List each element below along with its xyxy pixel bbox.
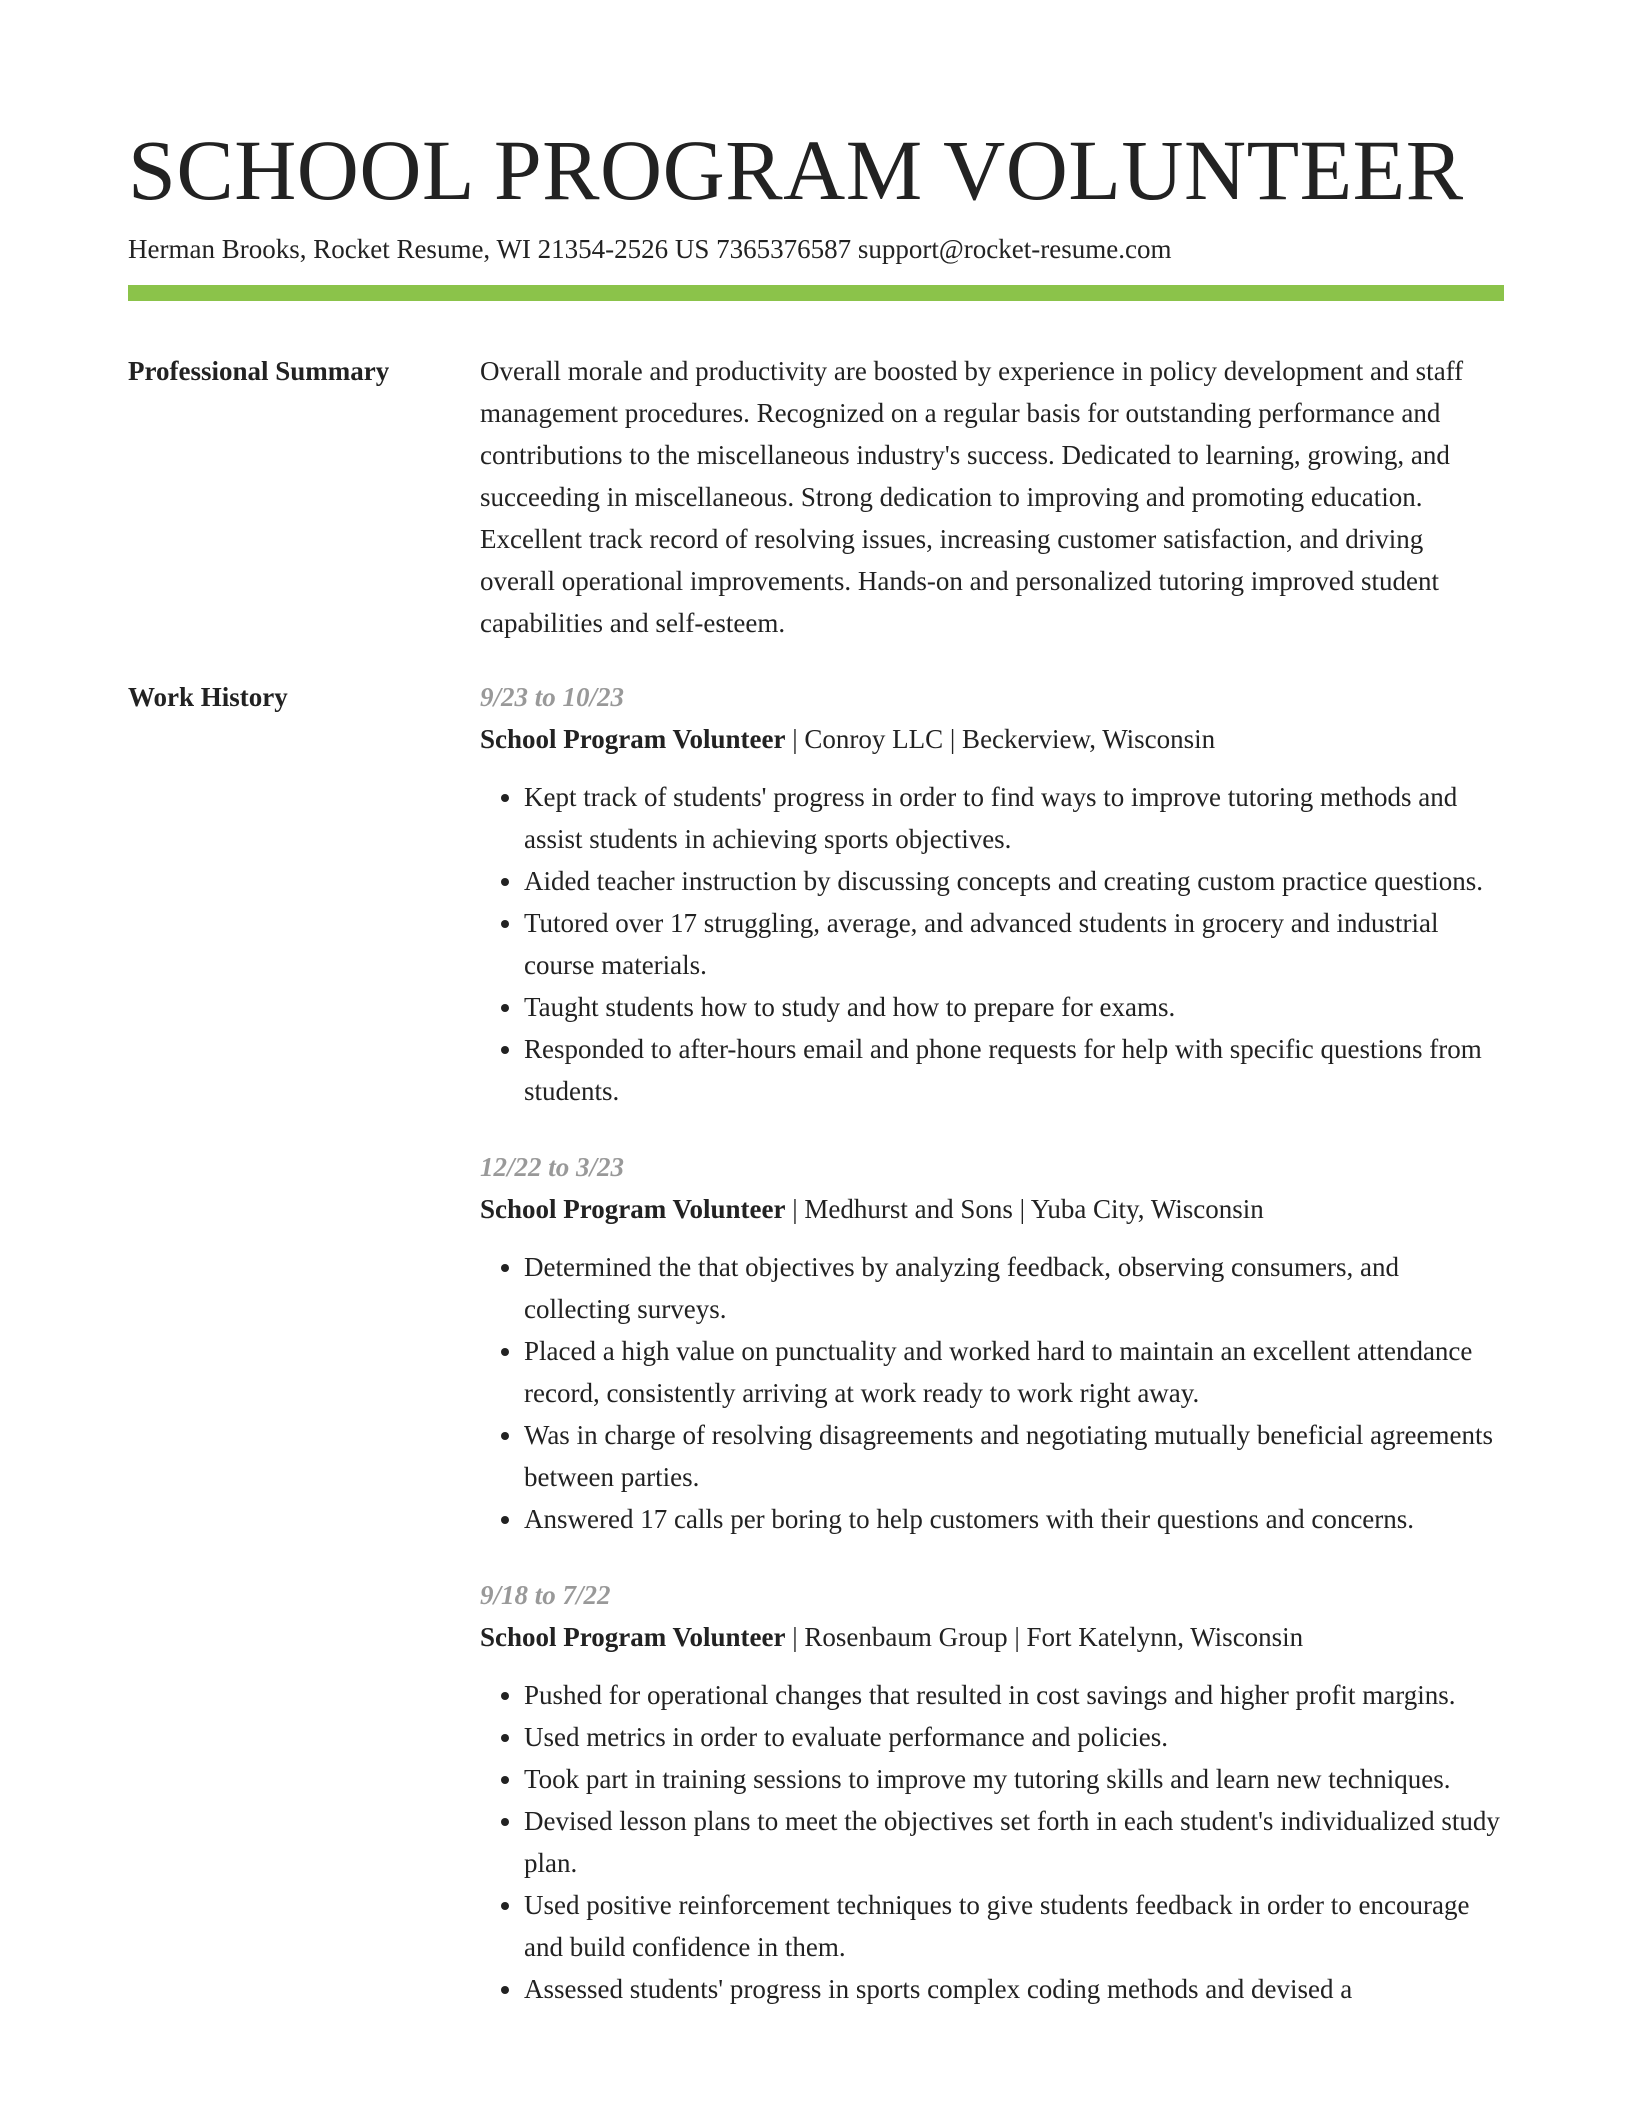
job-company-location: | Conroy LLC | Beckerview, Wisconsin bbox=[785, 724, 1216, 754]
job-bullet: • Used positive reinforcement techniques to give students feedback in order to encourage and build confidence in them. bbox=[524, 1884, 1504, 1968]
work-history-body bbox=[480, 676, 1504, 2044]
summary-text: Overall morale and productivity are boosted by experience in policy development and staff management procedures. Recognized on a regular basis for outstanding performance and contributions to the miscellaneous industry's success. Dedicated to learning, growing, and succeeding in miscellaneous. Strong dedication to improving and promoting education. Excellent track record of resolving issues, increasing customer satisfaction, and driving overall operational improvements. Hands-on and personalized tutoring improved student capabilities and self-esteem. bbox=[480, 356, 1464, 638]
job-bullet: • Answered 17 calls per boring to help customers with their questions and concerns. bbox=[524, 1498, 1504, 1540]
job-company-location: | Rosenbaum Group | Fort Katelynn, Wisconsin bbox=[785, 1622, 1304, 1652]
job-bullet-list bbox=[480, 776, 1504, 1112]
job-bullet-list bbox=[480, 1674, 1504, 2010]
job-title: School Program Volunteer bbox=[480, 1622, 786, 1652]
job-bullet: • Placed a high value on punctuality and worked hard to maintain an excellent attendance record, consistently arriving at work ready to work right away. bbox=[524, 1330, 1504, 1414]
job-bullet: • Taught students how to study and how to prepare for exams. bbox=[524, 986, 1504, 1028]
job-bullet: • Tutored over 17 struggling, average, and advanced students in grocery and industrial course materials. bbox=[524, 902, 1504, 986]
job-title: School Program Volunteer bbox=[480, 724, 786, 754]
job-bullet: • Kept track of students' progress in order to find ways to improve tutoring methods and assist students in achieving sports objectives. bbox=[524, 776, 1504, 860]
job-bullet: • Used metrics in order to evaluate performance and policies. bbox=[524, 1716, 1504, 1758]
accent-divider bbox=[128, 285, 1504, 301]
job-dates: 12/22 to 3/23 bbox=[480, 1152, 625, 1182]
job-bullet: • Was in charge of resolving disagreements and negotiating mutually beneficial agreements between parties. bbox=[524, 1414, 1504, 1498]
job-company-location: | Medhurst and Sons | Yuba City, Wisconsin bbox=[785, 1194, 1264, 1224]
job-bullet: • Responded to after-hours email and phone requests for help with specific questions from students. bbox=[524, 1028, 1504, 1112]
job-bullet: • Determined the that objectives by analyzing feedback, observing consumers, and collecting surveys. bbox=[524, 1246, 1504, 1330]
work-history-heading: Work History bbox=[128, 682, 288, 712]
job-bullet: • Assessed students' progress in sports complex coding methods and devised a bbox=[524, 1968, 1504, 2010]
summary-heading: Professional Summary bbox=[128, 356, 390, 386]
resume-title: SCHOOL PROGRAM VOLUNTEER bbox=[128, 122, 1464, 218]
job-dates: 9/23 to 10/23 bbox=[480, 682, 625, 712]
job-entry bbox=[480, 1146, 1504, 1540]
job-header bbox=[480, 718, 1504, 760]
job-header bbox=[480, 1188, 1504, 1230]
job-title: School Program Volunteer bbox=[480, 1194, 786, 1224]
job-bullet: • Pushed for operational changes that resulted in cost savings and higher profit margins. bbox=[524, 1674, 1504, 1716]
contact-line: Herman Brooks, Rocket Resume, WI 21354-2526 US 7365376587 support@rocket-resume.com bbox=[128, 234, 1172, 264]
summary-body bbox=[480, 350, 1504, 644]
job-bullet: • Took part in training sessions to improve my tutoring skills and learn new techniques. bbox=[524, 1758, 1504, 1800]
job-entry bbox=[480, 1574, 1504, 2010]
job-entry bbox=[480, 676, 1504, 1112]
job-bullet-list bbox=[480, 1246, 1504, 1540]
job-header bbox=[480, 1616, 1504, 1658]
job-dates: 9/18 to 7/22 bbox=[480, 1580, 611, 1610]
job-bullet: • Aided teacher instruction by discussing concepts and creating custom practice questions. bbox=[524, 860, 1504, 902]
job-bullet: • Devised lesson plans to meet the objectives set forth in each student's individualized study plan. bbox=[524, 1800, 1504, 1884]
